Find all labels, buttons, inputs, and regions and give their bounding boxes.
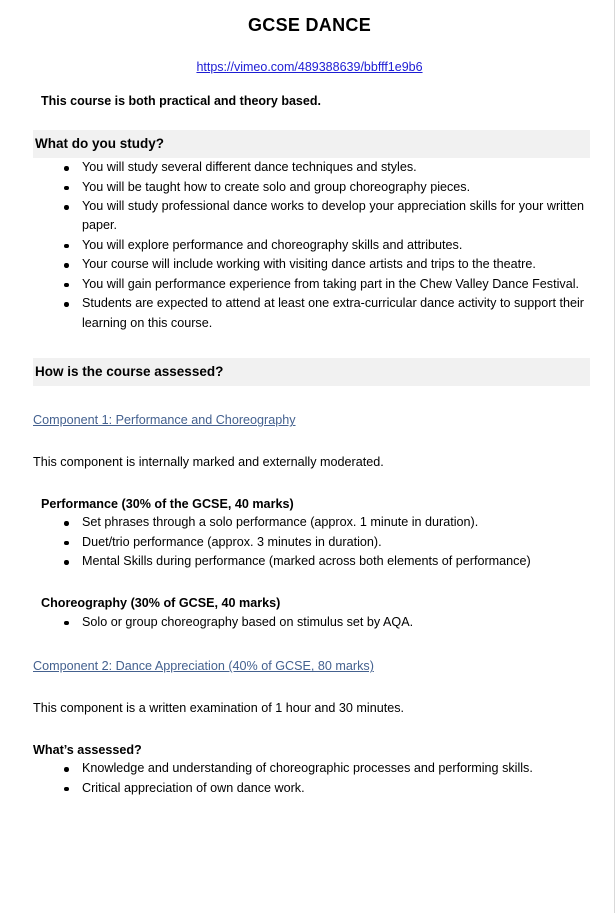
list-item: Solo or group choreography based on stimulus set by AQA.	[33, 613, 586, 632]
video-link-line	[33, 60, 586, 74]
component-2-note: This component is a written examination of 1 hour and 30 minutes.	[33, 701, 405, 716]
component-1-link[interactable]: Component 1: Performance and Choreography	[33, 413, 296, 428]
list-item: Your course will include working with visiting dance artists and trips to the theatre.	[33, 255, 586, 274]
whats-assessed-bullet-list	[33, 759, 586, 798]
component-1-block	[33, 386, 586, 632]
list-item: Knowledge and understanding of choreographic processes and performing skills.	[33, 759, 586, 778]
list-item: Set phrases through a solo performance (approx. 1 minute in duration).	[33, 513, 586, 532]
page-title: GCSE DANCE	[247, 15, 371, 35]
choreography-bullet-list	[33, 613, 586, 632]
list-item: You will gain performance experience from taking part in the Chew Valley Dance Festival.	[33, 275, 586, 294]
component-1-note: This component is internally marked and externally moderated.	[33, 455, 384, 470]
list-item: You will study professional dance works to develop your appreciation skills for your written paper.	[33, 197, 586, 235]
list-item: You will be taught how to create solo and group choreography pieces.	[33, 178, 586, 197]
document-content	[33, 0, 586, 798]
list-item: You will explore performance and choreography skills and attributes.	[33, 236, 586, 255]
vimeo-link[interactable]: https://vimeo.com/489388639/bbfff1e9b6	[196, 59, 423, 74]
performance-subheading: Performance (30% of the GCSE, 40 marks)	[41, 496, 294, 511]
list-item: Students are expected to attend at least one extra-curricular dance activity to support their learning on this course.	[33, 294, 586, 332]
list-item: Mental Skills during performance (marked across both elements of performance)	[33, 552, 586, 571]
performance-bullet-list	[33, 513, 586, 571]
list-item: You will study several different dance techniques and styles.	[33, 158, 586, 177]
study-bullet-list	[33, 158, 586, 332]
component-2-block	[33, 632, 586, 797]
list-item: Duet/trio performance (approx. 3 minutes in duration).	[33, 533, 586, 552]
choreography-subheading: Choreography (30% of GCSE, 40 marks)	[41, 596, 281, 611]
whats-assessed-subheading: What’s assessed?	[33, 742, 142, 757]
list-item: Critical appreciation of own dance work.	[33, 779, 586, 798]
section-heading-what-do-you-study: What do you study?	[33, 130, 590, 159]
section-heading-how-assessed: How is the course assessed?	[33, 358, 590, 387]
component-2-link[interactable]: Component 2: Dance Appreciation (40% of GCSE, 80 marks)	[33, 659, 374, 674]
intro-text: This course is both practical and theory based.	[41, 93, 321, 108]
